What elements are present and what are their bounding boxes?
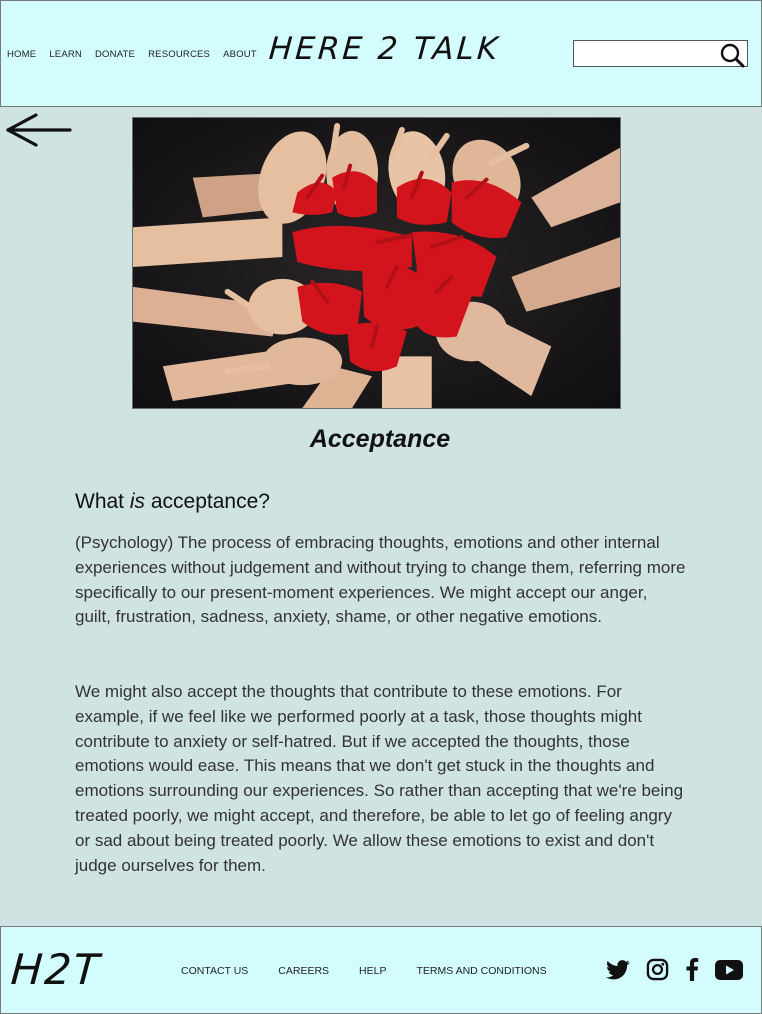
site-logo[interactable]: HERE 2 TALK	[267, 31, 502, 67]
site-footer	[0, 926, 762, 1014]
heading-text-1: What	[75, 490, 130, 513]
paragraph-definition: (Psychology) The process of embracing thoughts, emotions and other internal experiences without judgement and without trying to change them, referring more specifically to our present-moment experiences. We might accept our anger, guilt, frustration, sadness, anxiety, shame, or other negative emotions.	[75, 533, 686, 627]
back-arrow-icon[interactable]	[4, 112, 72, 150]
footer-link-terms[interactable]: TERMS AND CONDITIONS	[416, 965, 547, 977]
footer-links	[181, 965, 577, 977]
facebook-icon[interactable]	[685, 958, 699, 985]
page-title: Acceptance	[309, 425, 451, 453]
search-input[interactable]	[578, 41, 722, 66]
hero-image	[132, 117, 621, 409]
nav-home[interactable]: HOME	[7, 49, 37, 60]
nav-about[interactable]: ABOUT	[223, 49, 257, 60]
twitter-icon[interactable]	[606, 959, 630, 985]
nav-donate[interactable]: DONATE	[95, 49, 136, 60]
heading-emphasis: is	[129, 490, 146, 513]
search-icon[interactable]	[719, 42, 745, 68]
hands-heart-illustration	[133, 118, 620, 408]
paragraph-explanation: We might also accept the thoughts that contribute to these emotions. For example, if we feel like we performed poorly at a task, those thoughts might contribute to anxiety or self-hatred. But if we accepted the thoughts, those emotions would ease. This means that we don't get stuck in the thoughts and emotions surrounding our experiences. So rather than accepting that we're being treated poorly, we might accept, and therefore, be able to let go of feeling angry or sad about being treated poorly. We allow these emotions to exist and don't judge ourselves for them.	[75, 682, 684, 875]
section-heading	[75, 490, 270, 514]
footer-link-help[interactable]: HELP	[359, 965, 387, 977]
heading-text-2: acceptance?	[145, 490, 270, 513]
footer-link-careers[interactable]: CAREERS	[278, 965, 330, 977]
nav-resources[interactable]: RESOURCES	[148, 49, 211, 60]
main-nav	[7, 49, 270, 60]
footer-link-contact[interactable]: CONTACT US	[181, 965, 249, 977]
nav-learn[interactable]: LEARN	[49, 49, 82, 60]
instagram-icon[interactable]	[646, 958, 669, 985]
site-header	[0, 0, 762, 107]
social-links	[606, 958, 743, 985]
search-box[interactable]	[573, 40, 748, 67]
youtube-icon[interactable]	[715, 959, 743, 985]
footer-logo[interactable]: H2T	[9, 945, 103, 994]
